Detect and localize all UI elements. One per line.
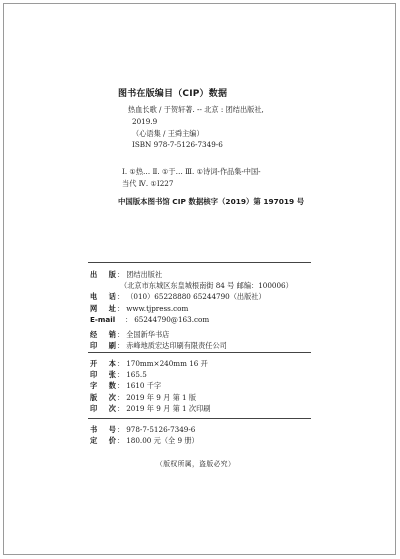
edition-row xyxy=(90,392,210,403)
divider-bottom xyxy=(88,418,311,419)
colon: ： xyxy=(117,425,125,434)
colon: ： xyxy=(117,403,125,413)
cip-class-line-1: Ⅰ. ①热… Ⅱ. ①于… Ⅲ. ①诗词-作品集-中国- xyxy=(122,167,261,176)
divider-middle xyxy=(88,352,311,353)
colon: ： xyxy=(117,359,125,368)
printer-label: 印 刷 xyxy=(90,341,116,351)
copyright-notice: （版权所属，盗版必究） xyxy=(156,460,236,468)
publisher-row xyxy=(90,269,293,280)
printer-row xyxy=(90,340,293,351)
cip-record xyxy=(128,104,264,151)
format-value: 170mm×240mm 16 开 xyxy=(126,359,208,368)
cip-heading: 图书在版编目（CIP）数据 xyxy=(118,89,228,99)
colon: ： xyxy=(125,314,133,324)
phone-row xyxy=(90,291,293,302)
website-value[interactable]: www.tjpress.com xyxy=(126,303,189,313)
colon: ： xyxy=(117,381,125,391)
sheets-row xyxy=(90,369,210,380)
colon: ： xyxy=(117,341,125,351)
address-row xyxy=(90,280,293,291)
cip-verification-number: 中国版本图书馆 CIP 数据核字（2019）第 197019 号 xyxy=(118,197,305,206)
distributor-label: 经 销 xyxy=(90,330,116,340)
words-label: 字 数 xyxy=(90,381,116,391)
colon: ： xyxy=(117,303,125,313)
colon: ： xyxy=(117,436,125,446)
edition-value: 2019 年 9 月 第 1 版 xyxy=(126,392,197,402)
impression-label: 印 次 xyxy=(90,403,116,413)
isbn-value: 978-7-5126-7349-6 xyxy=(126,425,196,434)
distributor-row xyxy=(90,329,293,340)
words-value: 1610 千字 xyxy=(126,381,162,391)
isbn-price-info xyxy=(90,424,199,446)
colon: ： xyxy=(117,330,125,340)
specification-info xyxy=(90,358,210,414)
divider-top xyxy=(88,262,311,263)
phone-value: （010）65228880 65244790（出版社） xyxy=(126,292,266,302)
isbn-label: 书 号 xyxy=(90,425,116,434)
email-row xyxy=(90,314,293,325)
words-row xyxy=(90,380,210,391)
publisher-value: 团结出版社 xyxy=(126,270,163,279)
distributor-value: 全国新华书店 xyxy=(126,330,170,340)
publisher-info xyxy=(90,269,293,351)
printer-value: 赤峰地质宏达印刷有限责任公司 xyxy=(126,341,227,351)
sheets-value: 165.5 xyxy=(126,370,147,380)
impression-value: 2019 年 9 月 第 1 次印刷 xyxy=(126,403,211,413)
website-label: 网 址 xyxy=(90,303,116,313)
colon: ： xyxy=(117,392,125,402)
edition-label: 版 次 xyxy=(90,392,116,402)
format-row xyxy=(90,358,210,369)
email-value[interactable]: 65244790@163.com xyxy=(134,314,210,324)
format-label: 开 本 xyxy=(90,359,116,368)
colon: ： xyxy=(117,270,125,279)
isbn-row xyxy=(90,424,199,435)
colon: ： xyxy=(117,370,125,380)
price-row xyxy=(90,435,199,446)
publisher-label: 出 版 xyxy=(90,270,116,279)
cip-class-line-2: 当代 Ⅳ. ①I227 xyxy=(122,179,174,188)
cip-line-isbn: ISBN 978-7-5126-7349-6 xyxy=(132,140,223,150)
cip-line-title: 热血长歌 / 于贺轩著. -- 北京 : 团结出版社, xyxy=(128,105,264,114)
impression-row xyxy=(90,403,210,414)
sheets-label: 印 张 xyxy=(90,370,116,380)
address-value: （北京市东城区东皇城根南街 84 号 邮编：100006） xyxy=(120,281,293,291)
price-label: 定 价 xyxy=(90,436,116,446)
price-value: 180.00 元（全 9 册） xyxy=(126,436,199,446)
phone-label: 电 话 xyxy=(90,292,116,302)
cip-line-series: （心语集 / 王舜主编） xyxy=(132,128,204,138)
cip-line-year: 2019.9 xyxy=(132,116,158,126)
colon: ： xyxy=(117,292,125,302)
email-label: E-mail xyxy=(90,314,116,324)
cip-classification xyxy=(122,166,261,190)
website-row xyxy=(90,303,293,314)
